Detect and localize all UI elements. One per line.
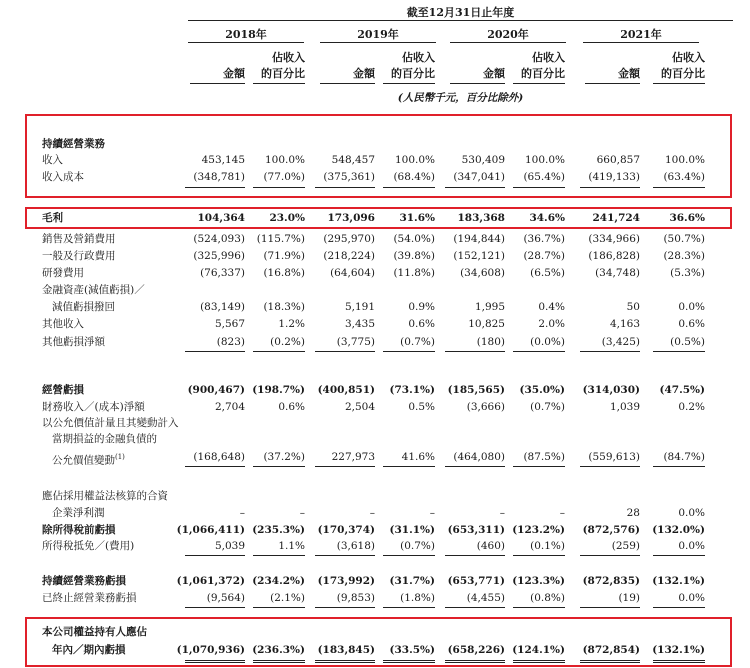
amount-cell: (375,361) (323, 171, 375, 183)
amount-cell: (218,224) (323, 250, 375, 262)
amount-cell: (325,996) (193, 250, 245, 262)
percent-cell: (2.1%) (270, 592, 305, 604)
row-label (52, 449, 125, 469)
table-row (0, 449, 750, 465)
amount-col-header: 金額 (618, 67, 640, 80)
amount-cell: (9,564) (206, 592, 245, 604)
amount-cell: (173,992) (317, 575, 375, 587)
amount-cell: – (239, 507, 245, 519)
percent-cell: 1.2% (278, 318, 305, 330)
percent-cell: (87.5%) (523, 451, 565, 463)
amount-cell: (152,121) (453, 250, 505, 262)
percent-cell: 0.9% (408, 301, 435, 313)
amount-cell: 241,724 (592, 212, 640, 224)
amount-cell: 1,039 (609, 401, 640, 413)
percent-cell: 100.0% (664, 154, 705, 166)
table-row (0, 431, 750, 447)
subtotal-rule (445, 351, 505, 352)
row-label (42, 334, 105, 350)
percent-cell: 2.0% (538, 318, 565, 330)
amount-cell: (168,648) (193, 451, 245, 463)
percent-cell: (31.1%) (389, 524, 435, 536)
amount-cell: 173,096 (327, 212, 375, 224)
row-label-text: 公允價值變動 (52, 454, 115, 467)
percent-cell: – (299, 507, 305, 519)
percent-cell: (234.2%) (252, 575, 305, 587)
subtotal-rule (513, 607, 565, 608)
percent-cell: (132.1%) (652, 575, 705, 587)
row-label-text: 其他收入 (42, 318, 84, 330)
subtotal-rule (315, 351, 375, 352)
percent-cell: (115.7%) (256, 233, 305, 245)
highlight-box-continuing-ops (25, 114, 732, 198)
amount-cell: (658,226) (447, 644, 505, 656)
subtotal-rule (445, 607, 505, 608)
percent-cell: (77.0%) (263, 171, 305, 183)
amount-cell: 28 (626, 507, 640, 519)
percent-cell: 31.6% (399, 212, 435, 224)
subtotal-rule (580, 466, 640, 467)
table-row (0, 282, 750, 298)
pct-col-header-line1: 佔收入 (672, 51, 705, 64)
amount-cell: (64,604) (330, 267, 375, 279)
percent-cell: 0.5% (408, 401, 435, 413)
pct-col-header-line2: 的百分比 (661, 67, 705, 80)
amount-cell: (872,835) (582, 575, 640, 587)
amount-cell: (559,613) (588, 451, 640, 463)
row-label-text: 以公允價值計量且其變動計入 (42, 417, 179, 429)
amount-col-header: 金額 (223, 67, 245, 80)
subtotal-rule (513, 466, 565, 467)
percent-cell: (33.5%) (389, 644, 435, 656)
amount-cell: (347,041) (453, 171, 505, 183)
pct-col-header-line2: 的百分比 (391, 67, 435, 80)
percent-cell: (0.8%) (530, 592, 565, 604)
row-label (42, 265, 84, 281)
percent-cell: 36.6% (669, 212, 705, 224)
amount-cell: – (369, 507, 375, 519)
amount-cell: 104,364 (197, 212, 245, 224)
table-row (0, 488, 750, 504)
row-label (42, 248, 116, 264)
highlight-box-gross-profit (25, 207, 732, 229)
row-label-text: 銷售及營銷費用 (42, 233, 116, 245)
row-label (42, 573, 126, 589)
percent-cell: (123.3%) (512, 575, 565, 587)
unit-note: (人民幣千元，百分比除外) (397, 92, 524, 104)
row-label-text: 經營虧損 (42, 384, 84, 396)
percent-cell: (0.7%) (400, 540, 435, 552)
row-label-text: 所得稅抵免／(費用) (42, 540, 135, 552)
amount-cell: 3,435 (344, 318, 375, 330)
row-label-text: 本公司權益持有人應佔 (42, 626, 147, 638)
amount-cell: (348,781) (193, 171, 245, 183)
row-label-text: 持續經營業務虧損 (42, 575, 126, 587)
table-row (0, 334, 750, 350)
table-row (0, 505, 750, 521)
row-label-text: 當期損益的金融負債的 (52, 433, 157, 445)
amount-col-rule (190, 83, 245, 84)
subtotal-rule (253, 351, 305, 352)
amount-cell: (823) (216, 336, 245, 348)
table-row (0, 415, 750, 431)
subtotal-rule (653, 607, 705, 608)
period-rule (188, 20, 733, 21)
row-label (42, 382, 84, 398)
amount-cell: (295,970) (323, 233, 375, 245)
row-label-text: 企業淨利潤 (52, 507, 105, 519)
percent-cell: (36.7%) (523, 233, 565, 245)
amount-cell: (76,337) (200, 267, 245, 279)
subtotal-rule (445, 466, 505, 467)
row-label-text: 持續經營業務 (42, 138, 105, 150)
table-row (0, 538, 750, 554)
percent-cell: 41.6% (401, 451, 435, 463)
row-label (42, 538, 134, 554)
amount-cell: (180) (476, 336, 505, 348)
percent-cell: (5.3%) (670, 267, 705, 279)
percent-cell: 0.0% (678, 507, 705, 519)
amount-cell: (34,748) (595, 267, 640, 279)
percent-cell: (0.0%) (530, 336, 565, 348)
pct-col-rule (253, 83, 305, 84)
amount-cell: (183,845) (317, 644, 375, 656)
highlight-box-attributable-loss (25, 617, 732, 667)
row-label-text: 財務收入／(成本)淨額 (42, 401, 145, 413)
percent-cell: 0.6% (278, 401, 305, 413)
amount-cell: 453,145 (201, 154, 245, 166)
amount-cell: (872,854) (582, 644, 640, 656)
percent-cell: – (559, 507, 565, 519)
percent-cell: 0.6% (678, 318, 705, 330)
subtotal-rule (513, 555, 565, 556)
amount-cell: 4,163 (609, 318, 640, 330)
percent-cell: (0.7%) (400, 336, 435, 348)
amount-cell: (34,608) (460, 267, 505, 279)
percent-cell: 0.0% (678, 592, 705, 604)
percent-cell: (198.7%) (252, 384, 305, 396)
amount-cell: 660,857 (596, 154, 640, 166)
row-label (42, 590, 137, 606)
year-rule (583, 42, 699, 43)
subtotal-rule (315, 466, 375, 467)
percent-cell: 0.4% (538, 301, 565, 313)
amount-cell: (524,093) (193, 233, 245, 245)
amount-cell: 183,368 (457, 212, 505, 224)
row-label-text: 除所得稅前虧損 (42, 524, 116, 536)
table-row (0, 231, 750, 247)
amount-cell: (464,080) (453, 451, 505, 463)
amount-cell: (3,618) (336, 540, 375, 552)
amount-col-header: 金額 (483, 67, 505, 80)
amount-cell: (3,666) (466, 401, 505, 413)
amount-cell: (3,425) (601, 336, 640, 348)
subtotal-rule (315, 607, 375, 608)
pct-col-header-line2: 的百分比 (521, 67, 565, 80)
percent-cell: (65.4%) (523, 171, 565, 183)
percent-cell: (124.1%) (512, 644, 565, 656)
amount-cell: 50 (626, 301, 640, 313)
amount-cell: (314,030) (582, 384, 640, 396)
subtotal-rule (580, 555, 640, 556)
amount-cell: (1,066,411) (176, 524, 245, 536)
percent-cell: 0.0% (678, 301, 705, 313)
subtotal-rule (383, 555, 435, 556)
row-label (42, 522, 116, 538)
year-header: 2021年 (620, 28, 662, 41)
percent-cell: 0.6% (408, 318, 435, 330)
row-label-text: 已終止經營業務虧損 (42, 592, 137, 604)
amount-cell: 5,567 (214, 318, 245, 330)
row-label-text: 收入成本 (42, 171, 84, 183)
percent-cell: (0.1%) (530, 540, 565, 552)
percent-cell: (16.8%) (263, 267, 305, 279)
subtotal-rule (185, 607, 245, 608)
amount-cell: (259) (611, 540, 640, 552)
percent-cell: (18.3%) (263, 301, 305, 313)
percent-cell: – (429, 507, 435, 519)
pct-col-rule (383, 83, 435, 84)
table-row (0, 248, 750, 264)
pct-col-header-line2: 的百分比 (261, 67, 305, 80)
amount-cell: 2,504 (344, 401, 375, 413)
subtotal-rule (185, 351, 245, 352)
percent-cell: (6.5%) (530, 267, 565, 279)
row-label-text: 收入 (42, 154, 63, 166)
row-label (42, 415, 179, 431)
subtotal-rule (383, 607, 435, 608)
year-header: 2019年 (357, 28, 399, 41)
table-row (0, 265, 750, 281)
row-label-text: 一般及行政費用 (42, 250, 116, 262)
row-label (42, 316, 84, 332)
table-row (0, 590, 750, 606)
table-row (0, 399, 750, 415)
year-rule (188, 42, 304, 43)
percent-cell: (123.2%) (512, 524, 565, 536)
percent-cell: (1.8%) (400, 592, 435, 604)
subtotal-rule (253, 607, 305, 608)
subtotal-rule (383, 351, 435, 352)
table-row (0, 299, 750, 315)
subtotal-rule (580, 351, 640, 352)
percent-cell: (35.0%) (519, 384, 565, 396)
table-row (0, 522, 750, 538)
amount-cell: (83,149) (200, 301, 245, 313)
amount-cell: (194,844) (453, 233, 505, 245)
amount-cell: (400,851) (317, 384, 375, 396)
table-row (0, 316, 750, 332)
amount-cell: (19) (618, 592, 640, 604)
subtotal-rule (653, 351, 705, 352)
amount-cell: 548,457 (331, 154, 375, 166)
amount-col-rule (320, 83, 375, 84)
year-rule (450, 42, 566, 43)
subtotal-rule (445, 555, 505, 556)
subtotal-rule (185, 466, 245, 467)
percent-cell: (84.7%) (663, 451, 705, 463)
percent-cell: (71.9%) (263, 250, 305, 262)
row-label (42, 282, 145, 298)
percent-cell: 1.1% (278, 540, 305, 552)
amount-cell: (460) (476, 540, 505, 552)
amount-col-rule (585, 83, 640, 84)
amount-cell: (1,061,372) (176, 575, 245, 587)
amount-cell: 5,039 (214, 540, 245, 552)
amount-cell: 5,191 (344, 301, 375, 313)
amount-cell: (900,467) (187, 384, 245, 396)
row-label-text: 減值虧損撥回 (52, 301, 115, 313)
amount-cell: (186,828) (588, 250, 640, 262)
amount-cell: (334,966) (588, 233, 640, 245)
amount-cell: 10,825 (468, 318, 505, 330)
subtotal-rule (513, 351, 565, 352)
amount-cell: (653,771) (447, 575, 505, 587)
amount-cell: (1,070,936) (176, 644, 245, 656)
percent-cell: (31.7%) (389, 575, 435, 587)
year-header: 2020年 (487, 28, 529, 41)
percent-cell: (37.2%) (263, 451, 305, 463)
row-label (42, 399, 145, 415)
percent-cell: (132.0%) (652, 524, 705, 536)
percent-cell: (235.3%) (252, 524, 305, 536)
amount-cell: (872,576) (582, 524, 640, 536)
percent-cell: (54.0%) (393, 233, 435, 245)
amount-cell: 2,704 (214, 401, 245, 413)
subtotal-rule (315, 555, 375, 556)
percent-cell: (39.8%) (393, 250, 435, 262)
row-label-text: 毛利 (42, 212, 63, 224)
amount-cell: (419,133) (588, 171, 640, 183)
row-label-text: 研發費用 (42, 267, 84, 279)
pct-col-header-line1: 佔收入 (532, 51, 565, 64)
amount-cell: (3,775) (336, 336, 375, 348)
percent-cell: 100.0% (394, 154, 435, 166)
amount-cell: (653,311) (447, 524, 505, 536)
subtotal-rule (653, 466, 705, 467)
percent-cell: (28.7%) (523, 250, 565, 262)
year-header: 2018年 (225, 28, 267, 41)
year-rule (320, 42, 436, 43)
amount-col-header: 金額 (353, 67, 375, 80)
pct-col-rule (653, 83, 705, 84)
row-label (42, 231, 116, 247)
row-label-text: 年內／期內虧損 (52, 644, 126, 656)
amount-col-rule (450, 83, 505, 84)
row-label-text: 應佔採用權益法核算的合資 (42, 490, 168, 502)
table-row (0, 382, 750, 398)
subtotal-rule (580, 607, 640, 608)
percent-cell: (0.5%) (670, 336, 705, 348)
amount-cell: (9,853) (336, 592, 375, 604)
percent-cell: (50.7%) (663, 233, 705, 245)
row-label-text: 金融資產(減值虧損)／ (42, 284, 145, 296)
percent-cell: 23.0% (269, 212, 305, 224)
amount-cell: – (499, 507, 505, 519)
row-label-text: 其他虧損淨額 (42, 336, 105, 348)
amount-cell: 227,973 (331, 451, 375, 463)
amount-cell: (170,374) (317, 524, 375, 536)
pct-col-header-line1: 佔收入 (402, 51, 435, 64)
percent-cell: (11.8%) (393, 267, 435, 279)
subtotal-rule (253, 466, 305, 467)
footnote-marker: (1) (115, 453, 125, 461)
period-header: 截至12月31日止年度 (406, 6, 515, 19)
subtotal-rule (253, 555, 305, 556)
row-label (52, 431, 157, 447)
amount-cell: 1,995 (474, 301, 505, 313)
percent-cell: 34.6% (529, 212, 565, 224)
percent-cell: 100.0% (264, 154, 305, 166)
subtotal-rule (653, 555, 705, 556)
percent-cell: (132.1%) (652, 644, 705, 656)
row-label (52, 299, 115, 315)
percent-cell: (0.7%) (530, 401, 565, 413)
percent-cell: (236.3%) (252, 644, 305, 656)
row-label (42, 488, 168, 504)
subtotal-rule (383, 466, 435, 467)
row-label (52, 505, 105, 521)
percent-cell: 100.0% (524, 154, 565, 166)
percent-cell: (68.4%) (393, 171, 435, 183)
percent-cell: (47.5%) (659, 384, 705, 396)
amount-cell: (185,565) (447, 384, 505, 396)
percent-cell: (28.3%) (663, 250, 705, 262)
percent-cell: 0.0% (678, 540, 705, 552)
subtotal-rule (185, 555, 245, 556)
percent-cell: (0.2%) (270, 336, 305, 348)
amount-cell: (4,455) (466, 592, 505, 604)
pct-col-rule (513, 83, 565, 84)
amount-cell: 530,409 (461, 154, 505, 166)
percent-cell: 0.2% (678, 401, 705, 413)
percent-cell: (63.4%) (663, 171, 705, 183)
pct-col-header-line1: 佔收入 (272, 51, 305, 64)
percent-cell: (73.1%) (389, 384, 435, 396)
table-row (0, 573, 750, 589)
